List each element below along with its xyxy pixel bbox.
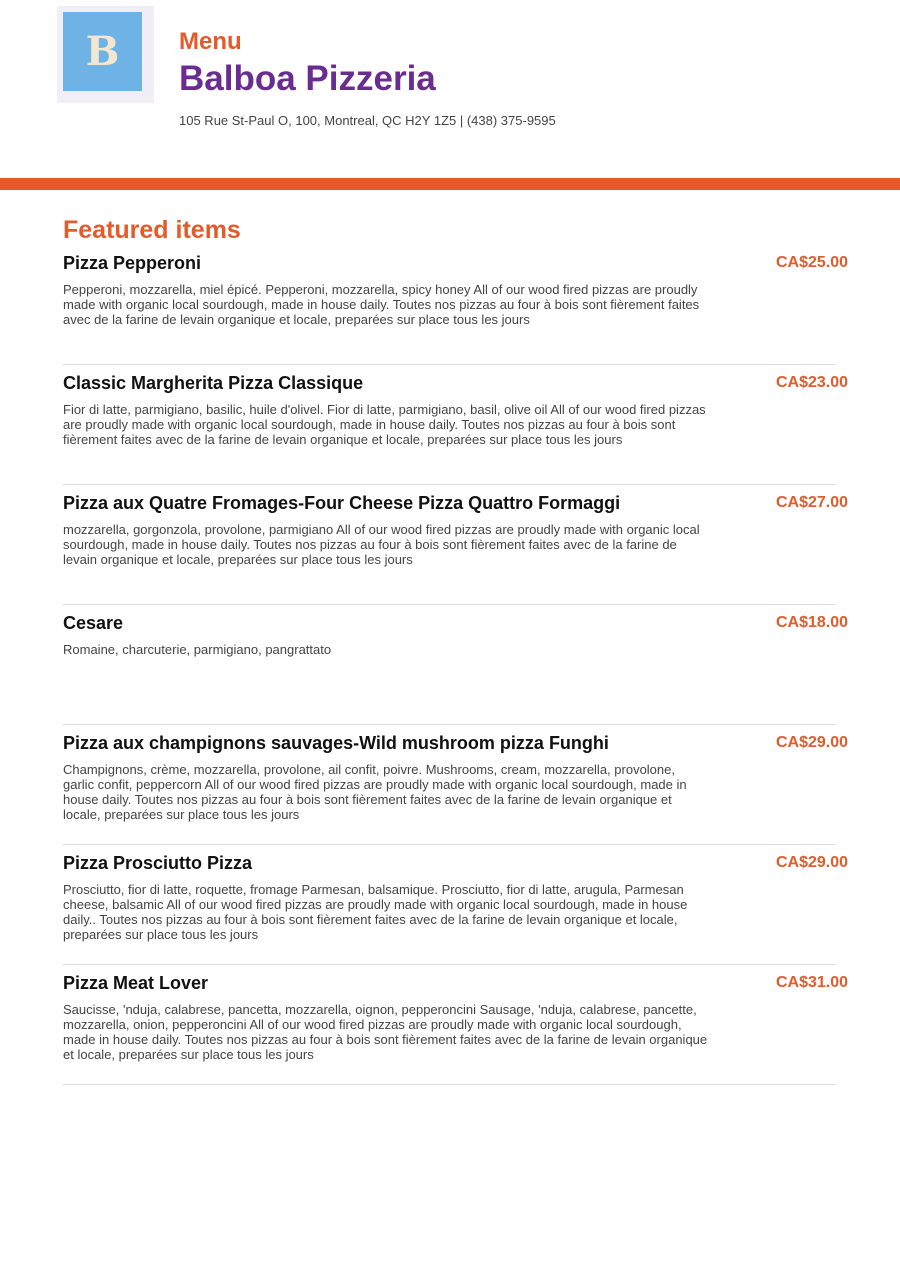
- header-divider-bar: [0, 178, 900, 190]
- item-description: Saucisse, 'nduja, calabrese, pancetta, mozzarella, oignon, pepperoncini Sausage, 'nduja, calabrese, pancette, mozzarella, onion, pepperoncini All of our wood fired pizzas are proudly made with organic local sourdough, made in house daily. Toutes nos pizzas au four à bois sont fièrement faites avec de la farine de levain organique et locale, preparées sur place tous les jours: [63, 1002, 708, 1062]
- item-name: Classic Margherita Pizza Classique: [63, 373, 364, 393]
- section-title: Featured items: [63, 216, 241, 244]
- item-description: Prosciutto, fior di latte, roquette, fromage Parmesan, balsamique. Prosciutto, fior di latte, arugula, Parmesan cheese, balsamic All of our wood fired pizzas are proudly made with organic local sourdough, made in house daily.. Toutes nos pizzas au four à bois sont fièrement faites avec de la farine de levain organique et locale, preparées sur place tous les jours: [63, 882, 688, 942]
- item-price: CA$31.00: [775, 974, 848, 991]
- menu-item: [63, 252, 848, 372]
- item-description: Fior di latte, parmigiano, basilic, huile d'olivel. Fior di latte, parmigiano, basil, olive oil All of our wood fired pizzas are proudly made with organic local sourdough, made in house daily. Toutes nos pizzas au four à bois sont fièrement faites avec de la farine de levain organique et locale, preparées sur place tous les jours: [63, 402, 706, 447]
- item-divider: [63, 1084, 836, 1085]
- restaurant-logo: [57, 6, 154, 103]
- item-divider: [63, 364, 836, 365]
- item-divider: [63, 484, 836, 485]
- item-price: CA$25.00: [775, 254, 848, 271]
- menu-item: [63, 972, 848, 1092]
- logo-letter: B: [85, 27, 120, 75]
- item-name: Pizza Meat Lover: [63, 973, 209, 993]
- item-name: Pizza aux Quatre Fromages-Four Cheese Pizza Quattro Formaggi: [63, 493, 621, 513]
- menu-label: Menu: [179, 28, 242, 55]
- item-divider: [63, 604, 836, 605]
- item-description: mozzarella, gorgonzola, provolone, parmigiano All of our wood fired pizzas are proudly made with organic local sourdough, made in house daily. Toutes nos pizzas au four à bois sont fièrement faites avec de la farine de levain organique et locale, preparées sur place tous les jours: [63, 522, 700, 567]
- restaurant-name: Balboa Pizzeria: [179, 59, 436, 98]
- item-name: Pizza Prosciutto Pizza: [63, 853, 253, 873]
- restaurant-address: 105 Rue St-Paul O, 100, Montreal, QC H2Y 1Z5 | (438) 375-9595: [179, 113, 556, 128]
- item-name: Pizza aux champignons sauvages-Wild mushroom pizza Funghi: [63, 733, 609, 753]
- item-divider: [63, 724, 836, 725]
- item-price: CA$18.00: [775, 614, 848, 631]
- item-description: Romaine, charcuterie, parmigiano, pangrattato: [63, 642, 332, 657]
- item-divider: [63, 964, 836, 965]
- menu-header: [0, 0, 900, 178]
- menu-item: [63, 852, 848, 972]
- menu-item: [63, 492, 848, 612]
- menu-item: [63, 372, 848, 492]
- item-price: CA$29.00: [775, 734, 848, 751]
- item-price: CA$27.00: [775, 494, 848, 511]
- item-divider: [63, 844, 836, 845]
- menu-item: [63, 612, 848, 732]
- menu-item-list: [63, 252, 848, 1092]
- item-name: Pizza Pepperoni: [63, 253, 202, 273]
- logo-tile: [63, 12, 142, 91]
- item-price: CA$29.00: [775, 854, 848, 871]
- item-description: Pepperoni, mozzarella, miel épicé. Pepperoni, mozzarella, spicy honey All of our wood fired pizzas are proudly made with organic local sourdough, made in house daily. Toutes nos pizzas au four à bois sont fièrement faites avec de la farine de levain organique et locale, preparées sur place tous les jours: [63, 282, 700, 327]
- item-description: Champignons, crème, mozzarella, provolone, ail confit, poivre. Mushrooms, cream, mozzarella, provolone, garlic confit, peppercorn All of our wood fired pizzas are proudly made with organic local sourdough, made in house daily. Toutes nos pizzas au four à bois sont fièrement faites avec de la farine de levain organique et locale, preparées sur place tous les jours: [63, 762, 687, 822]
- item-price: CA$23.00: [775, 374, 848, 391]
- menu-item: [63, 732, 848, 852]
- item-name: Cesare: [63, 613, 124, 633]
